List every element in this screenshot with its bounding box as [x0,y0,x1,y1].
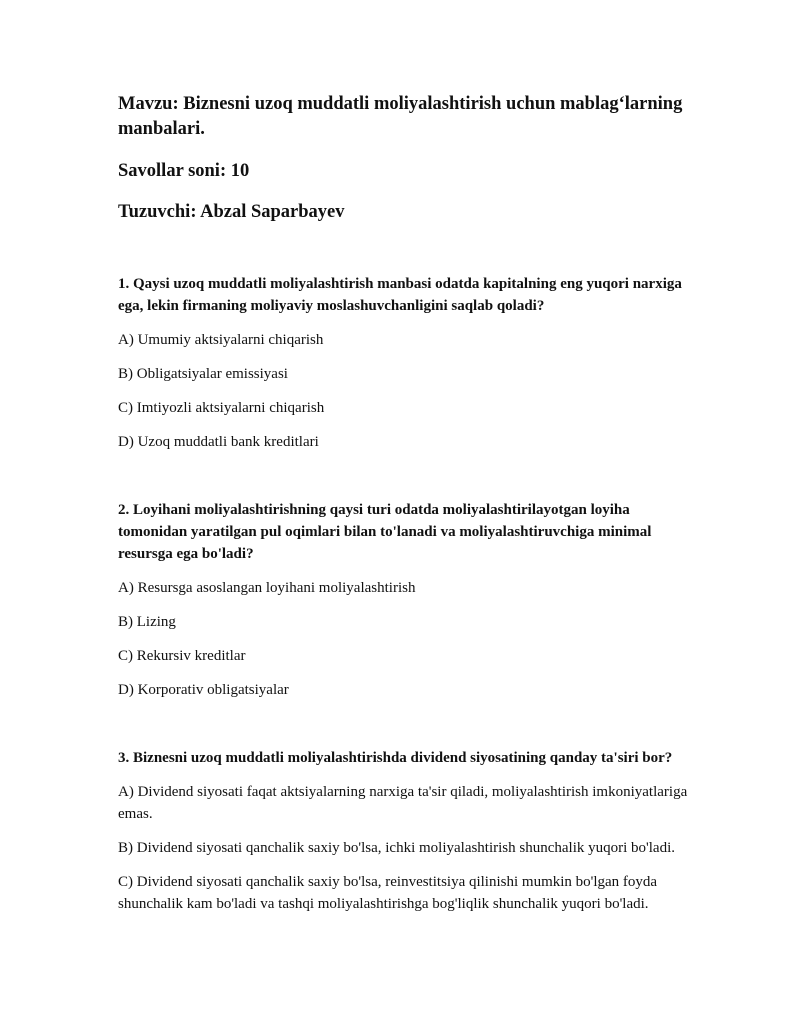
question-block-2 [118,499,688,701]
question-count: Savollar soni: 10 [118,161,250,181]
question-3-option-b: B) Dividend siyosati qanchalik saxiy bo'lsa, ichki moliyalashtirish shunchalik yuqori bo'ladi. [118,840,675,856]
question-2-text: 2. Loyihani moliyalashtirishning qaysi turi odatda moliyalashtirilayotgan loyiha tomonidan yaratilgan pul oqimlari bilan to'lanadi va moliyalashtiruvchiga minimal resursga ega bo'ladi? [118,502,652,562]
author: Tuzuvchi: Abzal Saparbayev [118,202,345,222]
document-title: Mavzu: Biznesni uzoq muddatli moliyalashtirish uchun mablag‘larning manbalari. [118,94,683,139]
question-3-text: 3. Biznesni uzoq muddatli moliyalashtirishda dividend siyosatining qanday ta'siri bor? [118,750,673,766]
question-2-option-c: C) Rekursiv kreditlar [118,648,246,664]
question-1-option-b: B) Obligatsiyalar emissiyasi [118,366,288,382]
question-2-option-a: A) Resursga asoslangan loyihani moliyalashtirish [118,580,416,596]
question-1-option-a: A) Umumiy aktsiyalarni chiqarish [118,332,324,348]
question-3-option-c: C) Dividend siyosati qanchalik saxiy bo'lsa, reinvestitsiya qilinishi mumkin bo'lgan foyda shunchalik kam bo'ladi va tashqi moliyalashtirishga bog'liqlik shunchalik yuqori bo'ladi. [118,874,658,912]
question-1-option-c: C) Imtiyozli aktsiyalarni chiqarish [118,400,325,416]
question-1-text: 1. Qaysi uzoq muddatli moliyalashtirish manbasi odatda kapitalning eng yuqori narxiga ega, lekin firmaning moliyaviy moslashuvchanligini saqlab qoladi? [118,276,682,314]
question-block-1 [118,273,688,453]
question-3-option-a: A) Dividend siyosati faqat aktsiyalarning narxiga ta'sir qiladi, moliyalashtirish imkoniyatlariga emas. [118,784,688,822]
question-2-option-d: D) Korporativ obligatsiyalar [118,682,289,698]
question-1-option-d: D) Uzoq muddatli bank kreditlari [118,434,319,450]
question-block-3 [118,747,688,915]
question-2-option-b: B) Lizing [118,614,176,630]
document-page [118,92,688,915]
